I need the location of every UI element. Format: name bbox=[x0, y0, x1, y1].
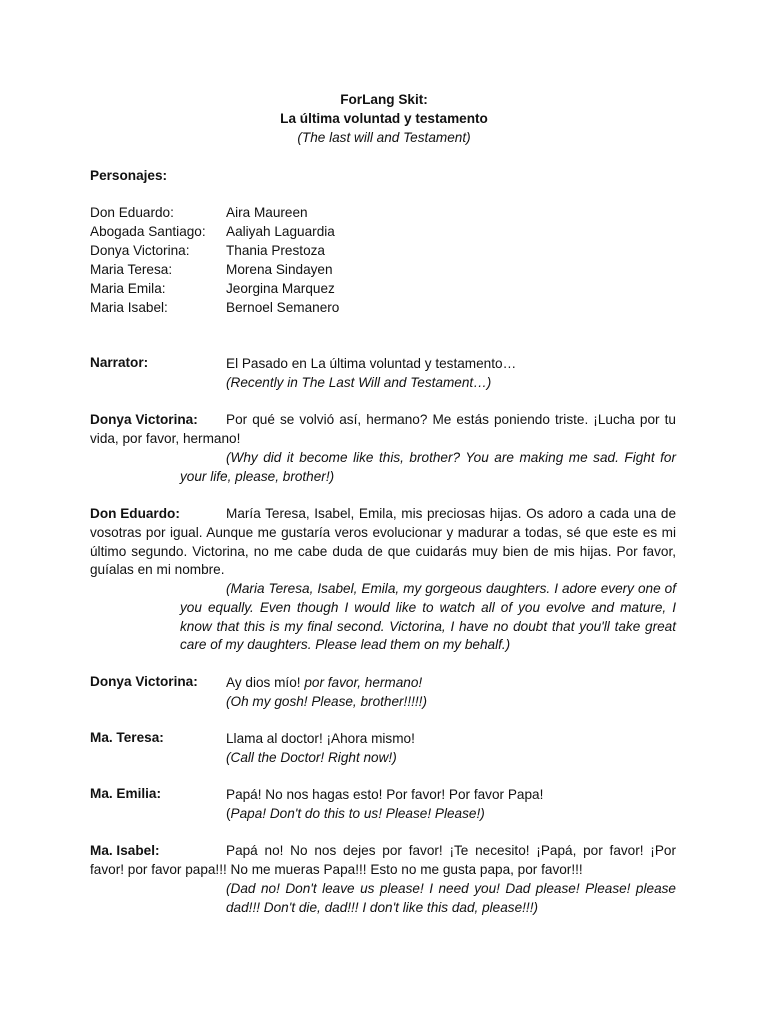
teresa-translation: (Call the Doctor! Right now!) bbox=[226, 750, 397, 765]
speaker-victorina: Donya Victorina: bbox=[90, 674, 198, 689]
teresa-line: Llama al doctor! ¡Ahora mismo! bbox=[226, 731, 415, 746]
speaker-victorina: Donya Victorina: bbox=[90, 412, 198, 427]
cast-actor: Thania Prestoza bbox=[226, 243, 325, 258]
victorina-line-1: Por qué se volvió así, hermano? Me estás poniendo triste. ¡Lucha por tu vida, por favor, hermano! bbox=[90, 412, 676, 446]
victorina-translation-2: (Oh my gosh! Please, brother!!!!!) bbox=[226, 694, 427, 709]
isabel-translation: (Dad no! Don't leave us please! I need you! Dad please! Please! please dad!!! Don't die, dad!!! I don't like this dad, please!!!) bbox=[226, 881, 676, 915]
isabel-line: Papá no! No nos dejes por favor! ¡Te necesito! ¡Papá, por favor! ¡Por favor! por favor papa!!! No me mueras Papa!!! Esto no me gusta papa, por favor!!! bbox=[90, 843, 676, 877]
victorina-dialogue-1 bbox=[90, 411, 676, 449]
speaker-teresa: Ma. Teresa: bbox=[90, 730, 164, 745]
cast-role: Abogada Santiago: bbox=[90, 224, 206, 239]
cast-role: Donya Victorina: bbox=[90, 243, 190, 258]
eduardo-line: María Teresa, Isabel, Emila, mis preciosas hijas. Os adoro a cada una de vosotras por igual. Aunque me gustaría veros evolucionar y madurar a todas, sé que este es mi último segundo. Victorina, no me cabe duda de que cuidarás muy bien de mis hijas. Por favor, guíalas en mi nombre. bbox=[90, 506, 676, 578]
cast-actor: Jeorgina Marquez bbox=[226, 281, 335, 296]
victorina-translation-1: (Why did it become like this, brother? You are making me sad. Fight for your life, please, brother!) bbox=[180, 450, 676, 484]
narrator-translation: (Recently in The Last Will and Testament…) bbox=[226, 375, 492, 390]
speaker-isabel: Ma. Isabel: bbox=[90, 843, 160, 858]
isabel-dialogue bbox=[90, 842, 676, 880]
cast-role: Maria Isabel: bbox=[90, 300, 168, 315]
cast-role: Don Eduardo: bbox=[90, 205, 174, 220]
victorina-line-2-italic: por favor, hermano! bbox=[304, 675, 423, 690]
cast-actor: Aira Maureen bbox=[226, 205, 308, 220]
victorina-line-2-plain: Ay dios mío! bbox=[226, 675, 305, 690]
skit-label: ForLang Skit: bbox=[340, 92, 428, 107]
eduardo-translation: (Maria Teresa, Isabel, Emila, my gorgeous daughters. I adore every one of you equally. Even though I would like to watch all of you evolve and mature, I know that this is my final second. Victorina, I have no doubt that you'll take great care of my daughters. Please lead them on my behalf.) bbox=[180, 581, 676, 653]
narrator-line: El Pasado en La última voluntad y testamento… bbox=[226, 356, 517, 371]
emilia-translation-paren: ( bbox=[226, 806, 231, 821]
cast-actor: Morena Sindayen bbox=[226, 262, 333, 277]
emilia-translation bbox=[226, 805, 485, 824]
cast-role: Maria Teresa: bbox=[90, 262, 173, 277]
speaker-emilia: Ma. Emilia: bbox=[90, 786, 162, 801]
eduardo-dialogue bbox=[90, 505, 676, 580]
emilia-line: Papá! No nos hagas esto! Por favor! Por favor Papa! bbox=[226, 787, 544, 802]
victorina-line-2 bbox=[226, 674, 422, 693]
speaker-narrator: Narrator: bbox=[90, 355, 149, 370]
skit-title: La última voluntad y testamento bbox=[280, 111, 488, 126]
emilia-translation-text: Papa! Don't do this to us! Please! Please!) bbox=[230, 806, 485, 821]
cast-role: Maria Emila: bbox=[90, 281, 166, 296]
speaker-eduardo: Don Eduardo: bbox=[90, 506, 180, 521]
skit-title-translation: (The last will and Testament) bbox=[297, 130, 471, 145]
personajes-heading: Personajes: bbox=[90, 168, 168, 183]
cast-actor: Aaliyah Laguardia bbox=[226, 224, 335, 239]
cast-actor: Bernoel Semanero bbox=[226, 300, 340, 315]
